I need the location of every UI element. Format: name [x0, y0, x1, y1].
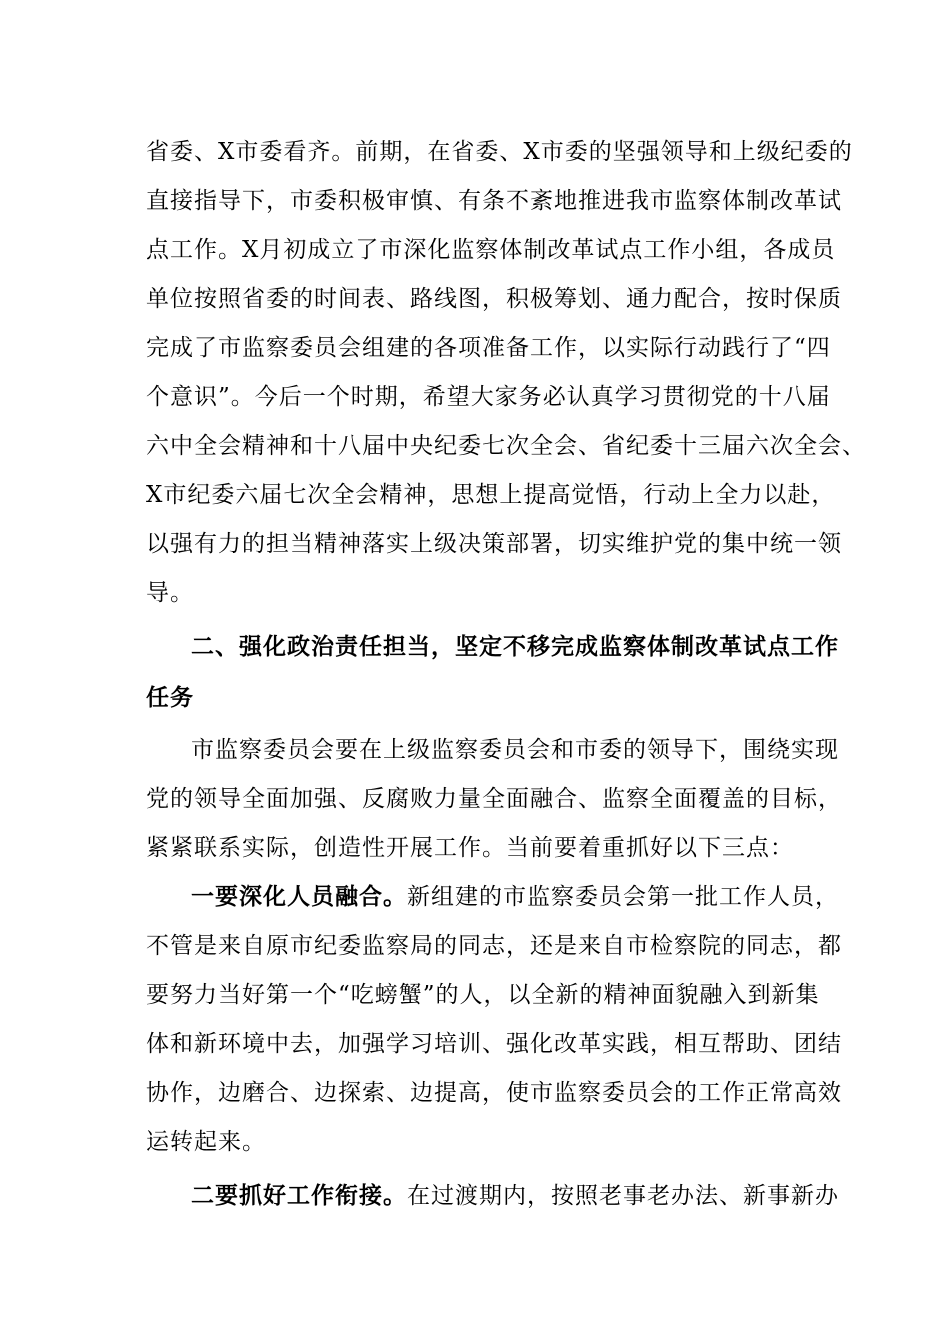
- body-line: 不管是来自原市纪委监察局的同志，还是来自市检察院的同志，都: [146, 933, 842, 959]
- body-line: 个意识”。今后一个时期，希望大家务必认真学习贯彻党的十八届: [146, 384, 831, 410]
- body-line: 协作，边磨合、边探索、边提高，使市监察委员会的工作正常高效: [146, 1080, 842, 1106]
- body-line: X市纪委六届七次全会精神，思想上提高觉悟，行动上全力以赴，: [146, 482, 836, 508]
- body-line: 直接指导下，市委积极审慎、有条不紊地推进我市监察体制改革试: [146, 188, 842, 214]
- section-heading: 二、强化政治责任担当，坚定不移完成监察体制改革试点工作: [191, 633, 839, 660]
- body-line: 运转起来。: [146, 1129, 266, 1155]
- body-line: 体和新环境中去，加强学习培训、强化改革实践，相互帮助、团结: [146, 1031, 842, 1057]
- body-line: 单位按照省委的时间表、路线图，积极筹划、通力配合，按时保质: [146, 286, 842, 312]
- body-line: 点工作。X月初成立了市深化监察体制改革试点工作小组，各成员: [146, 237, 836, 263]
- body-line: 党的领导全面加强、反腐败力量全面融合、监察全面覆盖的目标，: [146, 786, 842, 812]
- body-line: 导。: [146, 580, 194, 606]
- body-line: 完成了市监察委员会组建的各项准备工作，以实际行动践行了“四: [146, 335, 831, 361]
- body-line: 省委、X市委看齐。前期，在省委、X市委的坚强领导和上级纪委的: [146, 139, 853, 165]
- point-one-title: 一要深化人员融合。: [191, 883, 407, 910]
- body-line: 以强有力的担当精神落实上级决策部署，切实维护党的集中统一领: [146, 531, 842, 557]
- point-one-text: 新组建的市监察委员会第一批工作人员，: [407, 884, 839, 910]
- body-line: 紧紧联系实际，创造性开展工作。当前要着重抓好以下三点：: [146, 835, 794, 861]
- body-line: 六中全会精神和十八届中央纪委七次全会、省纪委十三届六次全会、: [146, 433, 866, 459]
- point-two-line: [191, 1181, 881, 1211]
- point-one-line: [191, 882, 881, 912]
- point-two-title: 二要抓好工作衔接。: [191, 1182, 407, 1209]
- body-line: 要努力当好第一个“吃螃蟹”的人，以全新的精神面貌融入到新集: [146, 982, 820, 1008]
- body-line: 市监察委员会要在上级监察委员会和市委的领导下，围绕实现: [191, 737, 839, 763]
- point-two-text: 在过渡期内，按照老事老办法、新事新办: [407, 1183, 839, 1209]
- section-heading-cont: 任务: [146, 684, 194, 711]
